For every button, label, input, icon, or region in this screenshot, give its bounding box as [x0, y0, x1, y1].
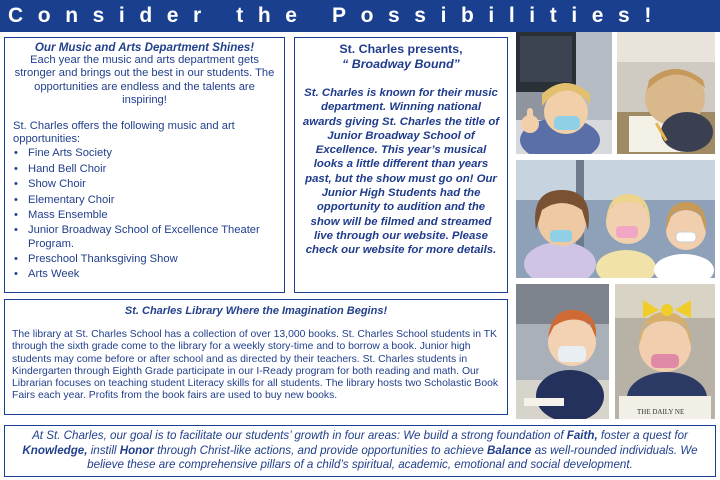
- pillar-balance: Balance: [487, 443, 532, 457]
- list-item: • Preschool Thanksgiving Show: [13, 253, 276, 266]
- broadway-presents-line: St. Charles presents,: [339, 42, 463, 56]
- photo-three-students: [516, 160, 715, 278]
- pillar-honor: Honor: [119, 443, 154, 457]
- music-arts-box: [4, 37, 285, 293]
- music-heading: Our Music and Arts Department Shines!: [34, 41, 255, 54]
- list-item: • Hand Bell Choir: [13, 163, 276, 176]
- list-item: • Fine Arts Society: [13, 147, 276, 160]
- mission-text: instill: [87, 443, 120, 457]
- pillar-faith: Faith,: [566, 429, 598, 442]
- photo-student-newspaper: [615, 284, 715, 419]
- list-item: • Show Choir: [13, 178, 276, 191]
- music-opportunities-list: [13, 147, 276, 281]
- library-body: The library at St. Charles School has a collection of over 13,000 books. St. Charles School students in TK through the sixth grade come to the library for a weekly story-time and to borrow a book. Junior high students may come before or after school and as directed by their teachers. St. Charles students in Kindergarten through Eighth Grade participate in our I-Ready program for both reading and math. Our Librarian focuses on teaching student Literacy skills for all students. The library hosts two Scholastic Book Fairs each year. Profits from the book fairs are used to buy new books.: [12, 329, 499, 402]
- mission-text: as well-rounded individuals. We believe these are comprehensive pillars of a child’s spiritual, academic, emotional and social development.: [87, 443, 698, 471]
- broadway-bound-box: [294, 37, 508, 293]
- music-intro: Each year the music and arts department gets stronger and brings out the best in our students. The opportunities are endless and the talents are inspiring!: [14, 54, 275, 106]
- list-item: • Elementary Choir: [13, 194, 276, 207]
- mission-text: through Christ-like actions, and provide opportunities to achieve: [153, 443, 488, 457]
- list-item: • Junior Broadway School of Excellence Theater Program.: [13, 224, 276, 250]
- list-item: • Mass Ensemble: [13, 209, 276, 222]
- page-banner: [0, 0, 720, 32]
- photo-student-writing: [617, 32, 715, 154]
- library-box: [4, 299, 508, 415]
- newspaper-caption: THE DAILY NE: [637, 408, 685, 416]
- mission-text: foster a quest for: [597, 429, 688, 442]
- mission-text: At St. Charles, our goal is to facilitate our students’ growth in four areas: We build a strong foundation of: [32, 429, 567, 442]
- banner-title: Consider the Possibilities!: [8, 4, 666, 27]
- music-offers-text: St. Charles offers the following music and art opportunities:: [13, 120, 235, 146]
- pillar-knowledge: Knowledge,: [22, 443, 88, 457]
- photo-student-boy: [516, 284, 609, 419]
- photo-student-computer: [516, 32, 612, 154]
- library-heading: St. Charles Library Where the Imagination Begins!: [124, 305, 388, 317]
- mission-statement-box: [4, 425, 716, 477]
- list-item: • Arts Week: [13, 268, 276, 281]
- broadway-body: St. Charles is known for their music department. Winning national awards giving St. Charles the title of Junior Broadway School of Excellence. This year’s musical looks a little different than years past, but the show must go on! Our Junior High Students had the opportunity to audition and the show will be filmed and streamed live through our website. Please check our website for more details.: [302, 87, 500, 257]
- broadway-title: “ Broadway Bound”: [342, 57, 460, 71]
